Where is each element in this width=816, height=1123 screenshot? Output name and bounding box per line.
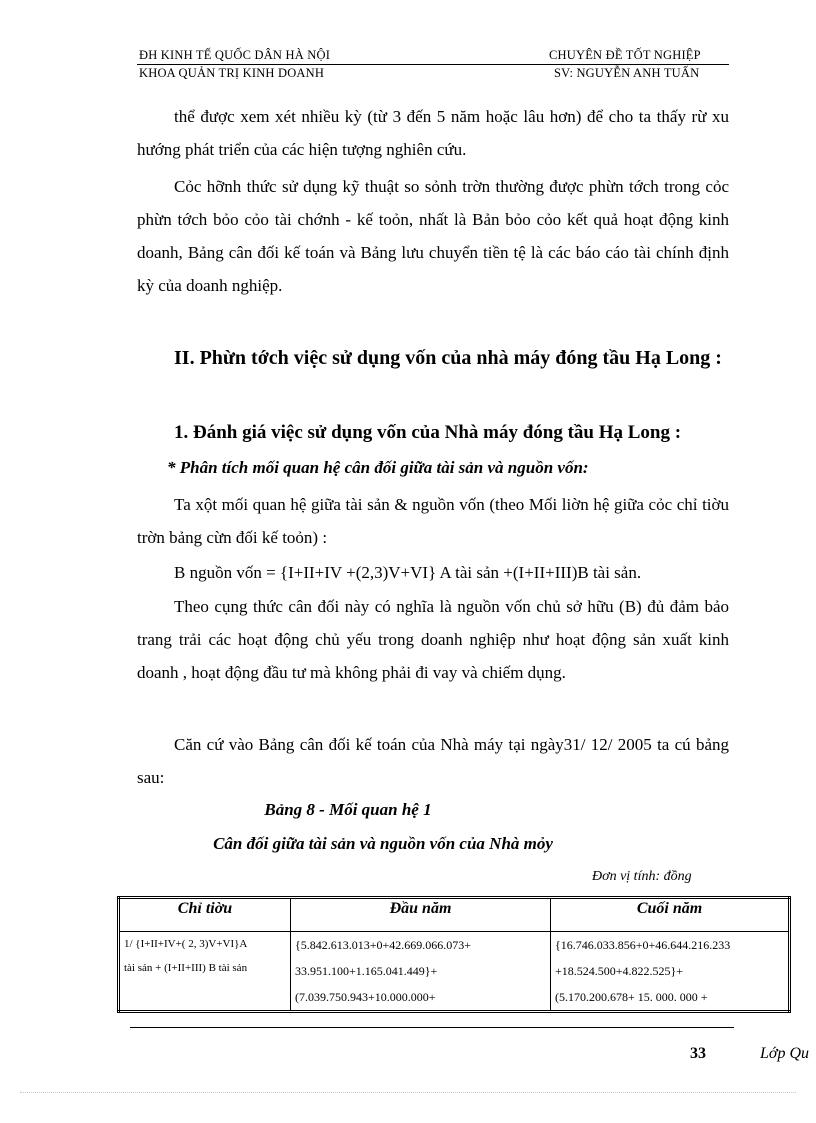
balance-table (117, 896, 791, 1013)
header-indicator: Chỉ tiờu (119, 898, 291, 932)
row1-begin-line3: (7.039.750.943+10.000.000+ (295, 990, 436, 1004)
sub-subsection-heading: * Phân tích mối quan hệ cân đối giữa tài sản và nguồn vốn: (167, 458, 589, 477)
table-row (119, 932, 790, 1012)
table-unit: Đơn vị tính: đồng (592, 869, 692, 884)
paragraph-2: Cỏc hỡnh thức sử dụng kỹ thuật so sỏnh trờn thường được phừn tớch trong cỏc phừn tớch bỏo cỏo tài chớnh - kế toỏn, nhất là Bản bỏo cỏo kết quả hoạt động kinh doanh, Bảng cân đối kế toán và Bảng lưu chuyển tiền tệ là các báo cáo tài chính định kỳ của doanh nghiệp. (137, 177, 729, 295)
paragraph-4: Theo cụng thức cân đối này có nghĩa là nguồn vốn chủ sở hữu (B) đủ đảm bảo trang trải các hoạt động chủ yếu trong doanh nghiệp như hoạt động sản xuất kinh doanh , hoạt động đầu tư mà không phải đi vay và chiếm dụng. (137, 597, 729, 682)
formula-line: B nguồn vốn = {I+II+IV +(2,3)V+VI} A tài sản +(I+II+III)B tài sản. (174, 563, 642, 582)
paragraph-1: thể được xem xét nhiều kỳ (từ 3 đến 5 năm hoặc lâu hơn) để cho ta thấy rừ xu hướng phát triển của các hiện tượng nghiên cứu. (137, 107, 729, 159)
table-caption-title: Bảng 8 - Mối quan hệ 1 (264, 800, 432, 819)
page-number: 33 (690, 1045, 706, 1062)
header-school: ĐH KINH TẾ QUỐC DÂN HÀ NỘI (139, 48, 331, 62)
paragraph-3: Ta xột mối quan hệ giữa tài sản & nguồn vốn (theo Mối liờn hệ giữa cỏc chỉ tiờu trờn bảng cừn đối kế toỏn) : (137, 495, 729, 547)
paragraph-5: Căn cứ vào Bảng cân đối kế toán của Nhà máy tại ngày31/ 12/ 2005 ta cú bảng sau: (137, 735, 729, 787)
page-bottom-divider (20, 1092, 796, 1093)
row1-begin-line1: {5.842.613.013+0+42.669.066.073+ (295, 938, 472, 952)
row1-end-year (551, 932, 790, 1012)
row1-end-line2: +18.524.500+4.822.525}+ (555, 964, 684, 978)
row1-indicator-line2: tài sản + (I+II+III) B tài sản (124, 962, 248, 974)
row1-begin-line2: 33.951.100+1.165.041.449}+ (295, 964, 438, 978)
table-caption-subtitle: Cân đối giữa tài sản và nguồn vốn của Nhà mỏy (213, 834, 553, 853)
row1-beginning-year (291, 932, 551, 1012)
header-end-year: Cuối năm (551, 898, 790, 932)
footer-class-label: Lớp Qu (760, 1045, 809, 1062)
row1-end-line3: (5.170.200.678+ 15. 000. 000 + (555, 990, 708, 1004)
header-faculty: KHOA QUẢN TRỊ KINH DOANH (139, 66, 325, 80)
table-header-row (119, 898, 790, 932)
header-report-type: CHUYÊN ĐỀ TỐT NGHIỆP (549, 48, 701, 62)
row1-indicator-line1: 1/ {I+II+IV+( 2, 3)V+VI}A (124, 938, 248, 950)
subsection-heading: 1. Đánh giá việc sử dụng vốn của Nhà máy đóng tầu Hạ Long : (174, 422, 682, 443)
row1-indicator (119, 932, 291, 1012)
header-rule (137, 64, 729, 65)
header-student: SV: NGUYỄN ANH TUẤN (554, 66, 700, 80)
footer-rule (130, 1027, 734, 1028)
section-heading: II. Phừn tớch việc sử dụng vốn của nhà máy đóng tầu Hạ Long : (174, 347, 722, 369)
row1-end-line1: {16.746.033.856+0+46.644.216.233 (555, 938, 731, 952)
header-beginning-year: Đầu năm (291, 898, 551, 932)
